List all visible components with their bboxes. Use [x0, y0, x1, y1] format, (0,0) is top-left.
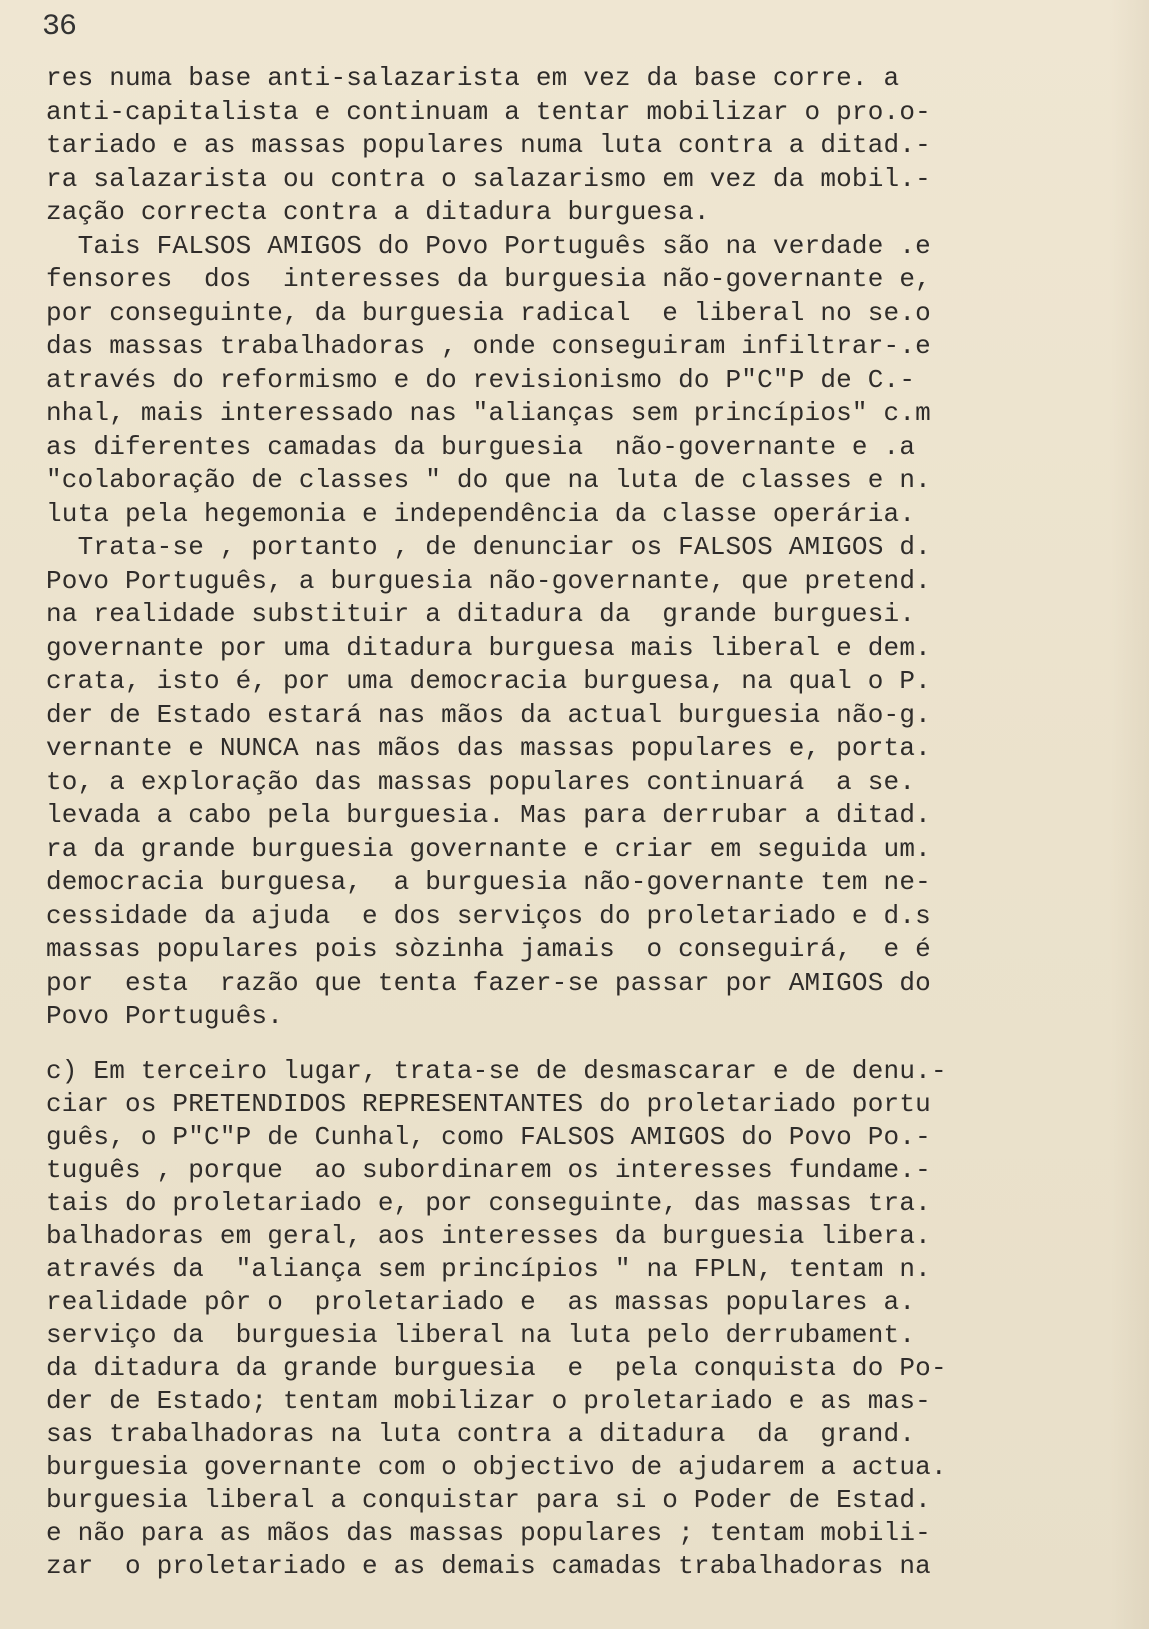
text-line: as diferentes camadas da burguesia não-governante e .a	[46, 431, 916, 462]
text-line: zar o proletariado e as demais camadas trabalhadoras na	[46, 1551, 931, 1581]
text-line: tariado e as massas populares numa luta contra a ditad.-	[46, 130, 931, 160]
text-line: ra salazarista ou contra o salazarismo em vez da mobil.-	[46, 163, 931, 194]
text-line: da ditadura da grande burguesia e pela conquista do Po-	[46, 1353, 947, 1383]
text-line: balhadoras em geral, aos interesses da burguesia libera.	[46, 1221, 931, 1251]
text-line: na realidade substituir a ditadura da grande burguesi.	[46, 599, 916, 629]
text-line: vernante e NUNCA nas mãos das massas populares e, porta.	[46, 733, 931, 763]
text-line: to, a exploração das massas populares continuará a se.	[46, 766, 916, 797]
text-line: através do reformismo e do revisionismo do P"C"P de C.-	[46, 364, 916, 395]
text-line: burguesia liberal a conquistar para si o Poder de Estad.	[46, 1485, 931, 1515]
text-line: serviço da burguesia liberal na luta pelo derrubament.	[46, 1320, 916, 1350]
text-line: anti-capitalista e continuam a tentar mobilizar o pro.o-	[46, 96, 931, 127]
text-line: der de Estado; tentam mobilizar o proletariado e as mas-	[46, 1386, 931, 1416]
text-line: Trata-se , portanto , de denunciar os FALSOS AMIGOS d.	[46, 532, 931, 562]
text-line: crata, isto é, por uma democracia burguesa, na qual o P.	[46, 666, 931, 696]
text-line: levada a cabo pela burguesia. Mas para derrubar a ditad.	[46, 800, 931, 830]
text-line: guês, o P"C"P de Cunhal, como FALSOS AMIGOS do Povo Po.-	[46, 1122, 931, 1152]
text-line: tais do proletariado e, por conseguinte, das massas tra.	[46, 1188, 931, 1218]
text-line: por esta razão que tenta fazer-se passar por AMIGOS do	[46, 967, 931, 998]
text-line: ciar os PRETENDIDOS REPRESENTANTES do proletariado portu	[46, 1089, 931, 1119]
paragraph-1	[46, 62, 1026, 1034]
text-line: Tais FALSOS AMIGOS do Povo Português são na verdade .e	[46, 230, 931, 261]
text-line: burguesia governante com o objectivo de ajudarem a actua.	[46, 1452, 947, 1482]
text-line: massas populares pois sòzinha jamais o conseguirá, e é	[46, 934, 931, 964]
text-line: tuguês , porque ao subordinarem os interesses fundame.-	[46, 1155, 931, 1185]
text-line: através da "aliança sem princípios " na FPLN, tentam n.	[46, 1254, 931, 1284]
page-edge-shadow	[1109, 0, 1149, 1629]
text-line: governante por uma ditadura burguesa mais liberal e dem.	[46, 632, 931, 663]
text-line: por conseguinte, da burguesia radical e liberal no se.o	[46, 297, 931, 328]
text-line: Povo Português, a burguesia não-governante, que pretend.	[46, 565, 931, 596]
text-line: nhal, mais interessado nas "alianças sem princípios" c.m	[46, 398, 931, 428]
text-line: realidade pôr o proletariado e as massas populares a.	[46, 1287, 916, 1317]
text-line: das massas trabalhadoras , onde conseguiram infiltrar-.e	[46, 331, 931, 361]
text-line: democracia burguesa, a burguesia não-governante tem ne-	[46, 867, 931, 897]
text-line: c) Em terceiro lugar, trata-se de desmascarar e de denu.-	[46, 1056, 947, 1086]
text-line: "colaboração de classes " do que na luta de classes e n.	[46, 465, 931, 495]
text-line: zação correcta contra a ditadura burguesa.	[46, 197, 710, 227]
text-line: e não para as mãos das massas populares ; tentam mobili-	[46, 1518, 931, 1548]
text-line: der de Estado estará nas mãos da actual burguesia não-g.	[46, 699, 931, 730]
page-number: 36	[42, 10, 77, 44]
paragraph-2	[46, 1055, 1026, 1583]
text-line: res numa base anti-salazarista em vez da base corre. a	[46, 63, 900, 93]
text-line: ra da grande burguesia governante e criar em seguida um.	[46, 833, 931, 864]
text-line: luta pela hegemonia e independência da classe operária.	[46, 498, 916, 529]
text-line: sas trabalhadoras na luta contra a ditadura da grand.	[46, 1419, 916, 1449]
text-line: cessidade da ajuda e dos serviços do proletariado e d.s	[46, 900, 931, 931]
text-line: Povo Português.	[46, 1001, 284, 1031]
text-line: fensores dos interesses da burguesia não-governante e,	[46, 264, 931, 294]
